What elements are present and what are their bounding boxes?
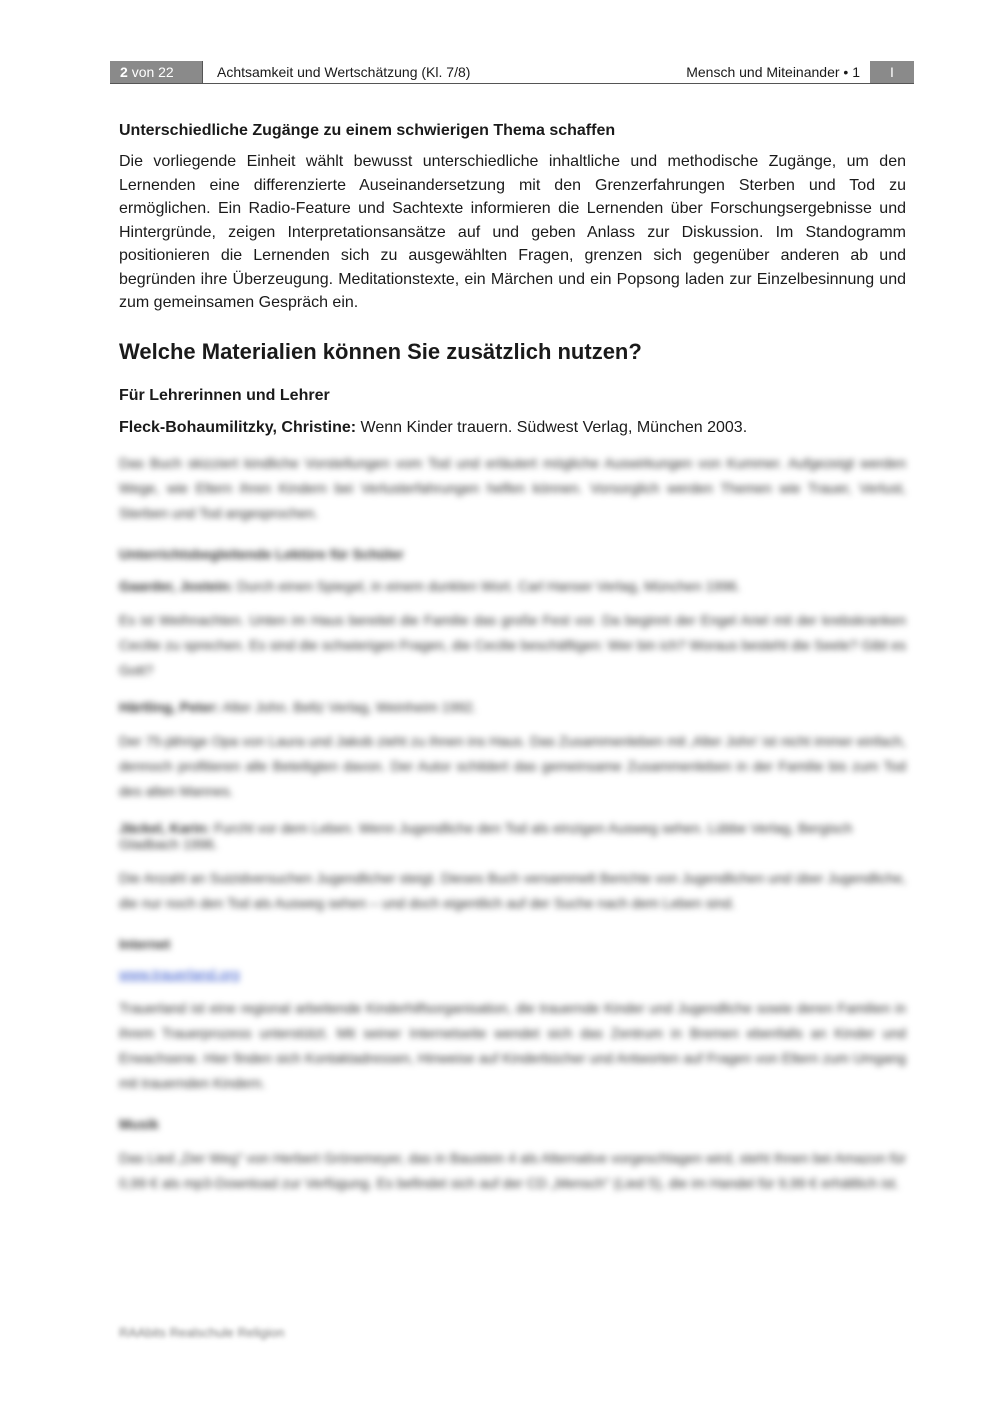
students-subheading: Unterrichtsbegleitende Lektüre für Schüler xyxy=(119,545,404,562)
page-of: von 22 xyxy=(131,64,174,80)
reference-details: Durch einen Spiegel, in einem dunklen Wort. Carl Hanser Verlag, München 1996. xyxy=(233,577,741,594)
intro-paragraph: Die vorliegende Einheit wählt bewusst unterschiedliche inhaltliche und methodische Zugänge, um den Lernenden eine differenzierte Auseinandersetzung mit den Grenzerfahrungen Sterben und Tod zu ermöglichen. Ein Radio-Feature und Sachtexte informieren die Lernenden über Forschungsergebnisse und Hintergründe, zeigen Interpretationsansätze auf und geben Anlass zur Diskussion. Im Standogramm positionieren die Lernenden sich zu ausgewählten Fragen, grenzen sich gegenüber anderen ab und begründen ihre Überzeugung. Meditationstexte, ein Märchen und ein Popsong laden zur Einzelbesinnung und zum gemeinsamen Gespräch ein. xyxy=(119,153,906,311)
reference-details: Alter John. Beltz Verlag, Weinheim 1992. xyxy=(219,698,477,715)
book-description: Die Anzahl an Suizidversuchen Jugendlicher steigt. Dieses Buch versammelt Berichte von Jugendlichen und über Jugendliche, die nur noch den Tod als Ausweg sehen – und doch eigentlich auf der Suche nach dem Leben sind. xyxy=(119,869,906,911)
book-description: Das Buch skizziert kindliche Vorstellungen vom Tod und erläutert mögliche Auswirkungen von Kummer. Aufgezeigt werden Wege, wie Eltern ihren Kindern bei Verlusterfahrungen helfen können. Vorsorglich werden Themen wie Trauer, Verlust, Sterben und Tod angesprochen. xyxy=(119,454,906,521)
page-number: 2 xyxy=(120,64,128,80)
reference-details: Furcht vor dem Leben. Wenn Jugendliche den Tod als einzigen Ausweg sehen. Lübbe Verlag, Bergisch Gladbach 1996. xyxy=(119,819,853,852)
blurred-preview xyxy=(119,451,906,1196)
reference-author: Gaarder, Jostein: xyxy=(119,577,234,594)
website-description: Trauerland ist eine regional arbeitende Kinderhilfsorganisation, die trauernde Kinder und Jugendliche sowie deren Familien in ihrem Trauerprozess unterstützt. Mit seiner Internetseite wendet sich das Zentrum in Bremen ebenfalls an Kinder und Erwachsene. Hier finden sich Kontaktadressen, Hinweise auf Kinderbücher und Antworten auf Fragen von Eltern zum Umgang mit trauernden Kindern. xyxy=(119,999,906,1091)
section-title: Unterschiedliche Zugänge zu einem schwierigen Thema schaffen xyxy=(119,122,616,139)
music-description: Das Lied „Der Weg" von Herbert Grönemeyer, das in Baustein 4 als Alternative vorgeschlagen wird, steht Ihnen bei Amazon für 0,99 € als mp3-Download zur Verfügung. Es befindet sich auf der CD „Mensch" (Lied 5), die im Handel für 9,99 € erhältlich ist. xyxy=(119,1149,906,1191)
reference-item xyxy=(119,419,906,437)
page-number-box xyxy=(110,61,202,83)
reference-details: Wenn Kinder trauern. Südwest Verlag, München 2003. xyxy=(356,418,748,436)
page-footer: RAAbits Realschule Religion xyxy=(119,1325,285,1340)
reference-author: Jäckel, Karin: xyxy=(119,819,211,836)
level-tag: I xyxy=(870,61,914,83)
internet-subheading: Internet xyxy=(119,935,171,952)
book-description: Der 75-jährige Opa von Laura und Jakob zieht zu ihnen ins Haus. Das Zusammenleben mit ‚Alter John' ist nicht immer einfach, dennoch profitieren alle Beteiligten davon. Der Autor schildert das gemeinsame Zusammenleben in der Familie bis zum Tod des alten Mannes. xyxy=(119,732,906,799)
reference-author: Fleck-Bohaumilitzky, Christine: xyxy=(119,418,357,436)
teachers-subheading: Für Lehrerinnen und Lehrer xyxy=(119,386,330,404)
unit-title: Achtsamkeit und Wertschätzung (Kl. 7/8) xyxy=(202,61,686,83)
page-header xyxy=(110,61,914,84)
materials-heading: Welche Materialien können Sie zusätzlich nutzen? xyxy=(119,338,642,364)
book-description: Es ist Weihnachten. Unten im Haus bereitet die Familie das große Fest vor. Da beginnt der Engel Ariel mit der krebskranken Cecilie zu sprechen. Es sind die schwierigen Fragen, die Cecilie beschäftigen: Wer bin ich? Woraus besteht die Seele? Gibt es Gott? xyxy=(119,611,906,678)
reference-item xyxy=(119,820,906,852)
reference-item xyxy=(119,699,906,715)
reference-author: Härtling, Peter: xyxy=(119,698,220,715)
website-link[interactable]: www.trauerland.org xyxy=(119,965,240,982)
music-subheading: Musik xyxy=(119,1115,159,1132)
main-content xyxy=(119,122,906,1196)
series-title: Mensch und Miteinander • 1 xyxy=(686,64,860,80)
reference-item xyxy=(119,578,906,594)
